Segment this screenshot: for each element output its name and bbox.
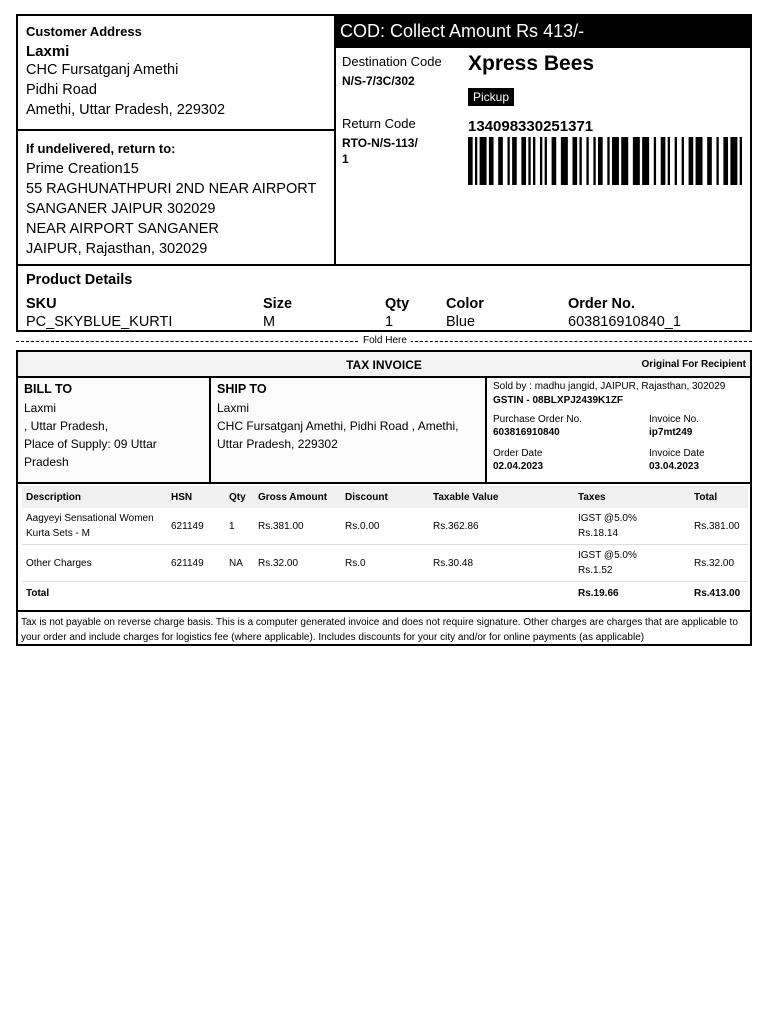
col-hsn: HSN — [171, 492, 193, 503]
barcode-bar — [498, 137, 503, 185]
ship-to-title: SHIP TO — [217, 382, 267, 396]
shipping-label — [16, 14, 752, 332]
customer-address-line: CHC Fursatganj Amethi — [26, 62, 179, 78]
return-code-label: Return Code — [342, 116, 416, 131]
seller-gstin: GSTIN - 08BLXPJ2439K1ZF — [493, 395, 624, 406]
item-description-line: Kurta Sets - M — [26, 528, 90, 539]
barcode-bar — [740, 137, 742, 185]
fold-here-text: Fold Here — [359, 335, 411, 346]
order-date-label: Order Date — [493, 448, 543, 459]
col-total: Total — [694, 492, 718, 503]
col-taxes: Taxes — [578, 492, 606, 503]
table-row — [22, 545, 748, 582]
return-code — [342, 116, 460, 167]
ship-to-line: CHC Fursatganj Amethi, Pidhi Road , Amethi, — [217, 419, 459, 433]
color-header: Color — [446, 296, 484, 312]
barcode-bar — [586, 137, 588, 185]
purchase-order-value: 603816910840 — [493, 427, 560, 438]
ship-to-block — [211, 378, 487, 482]
return-address-block — [18, 133, 334, 267]
item-hsn: 621149 — [171, 558, 204, 569]
barcode-bar — [675, 137, 677, 185]
table-header-row — [22, 486, 748, 508]
product-details — [18, 264, 750, 330]
cod-amount-banner: COD: Collect Amount Rs 413/- — [336, 16, 752, 48]
return-address-heading: If undelivered, return to: — [26, 141, 176, 156]
table-row — [22, 508, 748, 545]
barcode-bar — [528, 137, 530, 185]
barcode-bar — [633, 137, 640, 185]
barcode-bar — [507, 137, 509, 185]
fold-line — [16, 337, 752, 347]
invoice-number-value: ip7mt249 — [649, 427, 693, 438]
barcode-bar — [668, 137, 670, 185]
item-total: Rs.32.00 — [694, 558, 735, 569]
col-gross-amount: Gross Amount — [258, 492, 328, 503]
barcode-bar — [593, 137, 595, 185]
item-taxable-value: Rs.30.48 — [433, 558, 474, 569]
seller-block — [487, 378, 750, 482]
barcode-bar — [682, 137, 684, 185]
address-column — [18, 16, 336, 264]
invoice-title: TAX INVOICE — [346, 358, 422, 372]
return-address-line: JAIPUR, Rajasthan, 302029 — [26, 241, 208, 257]
courier-name: Xpress Bees — [468, 52, 595, 75]
customer-address-line: Amethi, Uttar Pradesh, 229302 — [26, 102, 226, 118]
purchase-order — [493, 414, 582, 438]
item-taxes — [578, 548, 637, 578]
barcode-bar — [661, 137, 666, 185]
item-taxes — [578, 511, 637, 541]
barcode-bar — [521, 137, 526, 185]
barcode-bar — [545, 137, 547, 185]
barcode-bar — [598, 137, 603, 185]
totals-row — [22, 582, 748, 604]
barcode-bar — [707, 137, 712, 185]
col-qty: Qty — [229, 492, 246, 503]
item-gross-amount: Rs.381.00 — [258, 521, 304, 532]
item-discount: Rs.0 — [345, 558, 366, 569]
item-description — [26, 511, 166, 541]
customer-address-line: Pidhi Road — [26, 82, 97, 98]
awb-barcode — [468, 137, 742, 185]
return-code-value-line: 1 — [342, 152, 349, 166]
barcode-bar — [642, 137, 649, 185]
destination-code-value: N/S-7/3C/302 — [342, 74, 415, 88]
sku-header: SKU — [26, 296, 57, 312]
barcode-bar — [654, 137, 656, 185]
item-total: Rs.381.00 — [694, 521, 740, 532]
item-tax-amount: Rs.18.14 — [578, 528, 619, 539]
col-taxable-value: Taxable Value — [433, 492, 499, 503]
color-value: Blue — [446, 314, 476, 330]
bill-to-line: , Uttar Pradesh, — [24, 419, 109, 433]
order-no-header: Order No. — [568, 296, 635, 312]
item-description: Other Charges — [26, 558, 92, 569]
barcode-bar — [716, 137, 718, 185]
return-code-value-line: RTO-N/S-113/ — [342, 136, 418, 150]
return-address-line: SANGANER JAIPUR 302029 — [26, 201, 216, 217]
item-taxable-value: Rs.362.86 — [433, 521, 479, 532]
barcode-bar — [572, 137, 577, 185]
qty-value: 1 — [385, 314, 394, 330]
pickup-badge: Pickup — [468, 88, 514, 106]
tax-invoice — [16, 350, 752, 646]
invoice-header — [18, 352, 750, 378]
grand-total: Rs.413.00 — [694, 588, 741, 599]
barcode-bar — [612, 137, 619, 185]
invoice-divider — [18, 482, 750, 484]
return-address-line: NEAR AIRPORT SANGANER — [26, 221, 219, 237]
invoice-date-value: 03.04.2023 — [649, 461, 700, 472]
bill-to-name: Laxmi — [24, 401, 57, 415]
barcode-bar — [475, 137, 477, 185]
return-address-line: 55 RAGHUNATHPURI 2ND NEAR AIRPORT — [26, 181, 317, 197]
original-for-recipient: Original For Recipient — [641, 359, 746, 370]
item-tax-rate: IGST @5.0% — [578, 513, 637, 524]
order-date — [493, 448, 543, 472]
bill-to-line: Place of Supply: 09 Uttar — [24, 437, 157, 451]
item-hsn: 621149 — [171, 521, 204, 532]
customer-address-heading: Customer Address — [26, 24, 142, 39]
total-label: Total — [26, 588, 50, 599]
invoice-number-label: Invoice No. — [649, 414, 700, 425]
destination-code-label: Destination Code — [342, 54, 442, 69]
item-qty: 1 — [229, 521, 235, 532]
order-date-value: 02.04.2023 — [493, 461, 544, 472]
item-description-line: Aagyeyi Sensational Women — [26, 513, 154, 524]
barcode-bar — [561, 137, 568, 185]
col-description: Description — [26, 492, 82, 503]
item-tax-rate: IGST @5.0% — [578, 550, 637, 561]
customer-name: Laxmi — [26, 43, 70, 60]
return-address-line: Prime Creation15 — [26, 161, 139, 177]
bill-to-title: BILL TO — [24, 382, 73, 396]
barcode-bar — [540, 137, 542, 185]
invoice-date-label: Invoice Date — [649, 448, 705, 459]
barcode-bar — [579, 137, 581, 185]
return-code-value — [342, 135, 460, 167]
size-header: Size — [263, 296, 293, 312]
bill-to-block — [18, 378, 211, 482]
size-value: M — [263, 314, 276, 330]
barcode-bar — [468, 137, 473, 185]
invoice-footnote: Tax is not payable on reverse charge basis. This is a computer generated invoice and does not require signature. Other charges are charges that are applicable to your order and include charges for logistics fee (where applicable). Includes discounts for your city and/or for online payments (as applicable) — [18, 610, 750, 644]
awb-number: 134098330251371 — [468, 118, 594, 135]
purchase-order-label: Purchase Order No. — [493, 414, 582, 425]
sku-value: PC_SKYBLUE_KURTI — [26, 314, 173, 330]
barcode-bar — [730, 137, 737, 185]
barcode-bar — [723, 137, 728, 185]
item-qty: NA — [229, 558, 243, 569]
barcode-bar — [489, 137, 494, 185]
barcode-bar — [689, 137, 694, 185]
bill-to-line: Pradesh — [24, 455, 69, 469]
ship-to-name: Laxmi — [217, 401, 250, 415]
ship-to-line: Uttar Pradesh, 229302 — [217, 437, 338, 451]
barcode-bar — [621, 137, 628, 185]
product-details-title: Product Details — [26, 272, 133, 288]
invoice-number — [649, 414, 699, 438]
qty-header: Qty — [385, 296, 410, 312]
barcode-bar — [696, 137, 703, 185]
sold-by: Sold by : madhu jangid, JAIPUR, Rajasthan, 302029 — [493, 381, 726, 392]
item-gross-amount: Rs.32.00 — [258, 558, 299, 569]
item-discount: Rs.0.00 — [345, 521, 380, 532]
destination-code — [342, 54, 460, 89]
barcode-bar — [552, 137, 557, 185]
order-no-value: 603816910840_1 — [568, 314, 681, 330]
barcode-bar — [533, 137, 535, 185]
customer-address-block — [18, 16, 334, 131]
barcode-bar — [607, 137, 609, 185]
total-taxes: Rs.19.66 — [578, 588, 619, 599]
barcode-bar — [480, 137, 487, 185]
invoice-date — [649, 448, 705, 472]
item-tax-amount: Rs.1.52 — [578, 565, 613, 576]
barcode-bar — [512, 137, 517, 185]
col-discount: Discount — [345, 492, 388, 503]
